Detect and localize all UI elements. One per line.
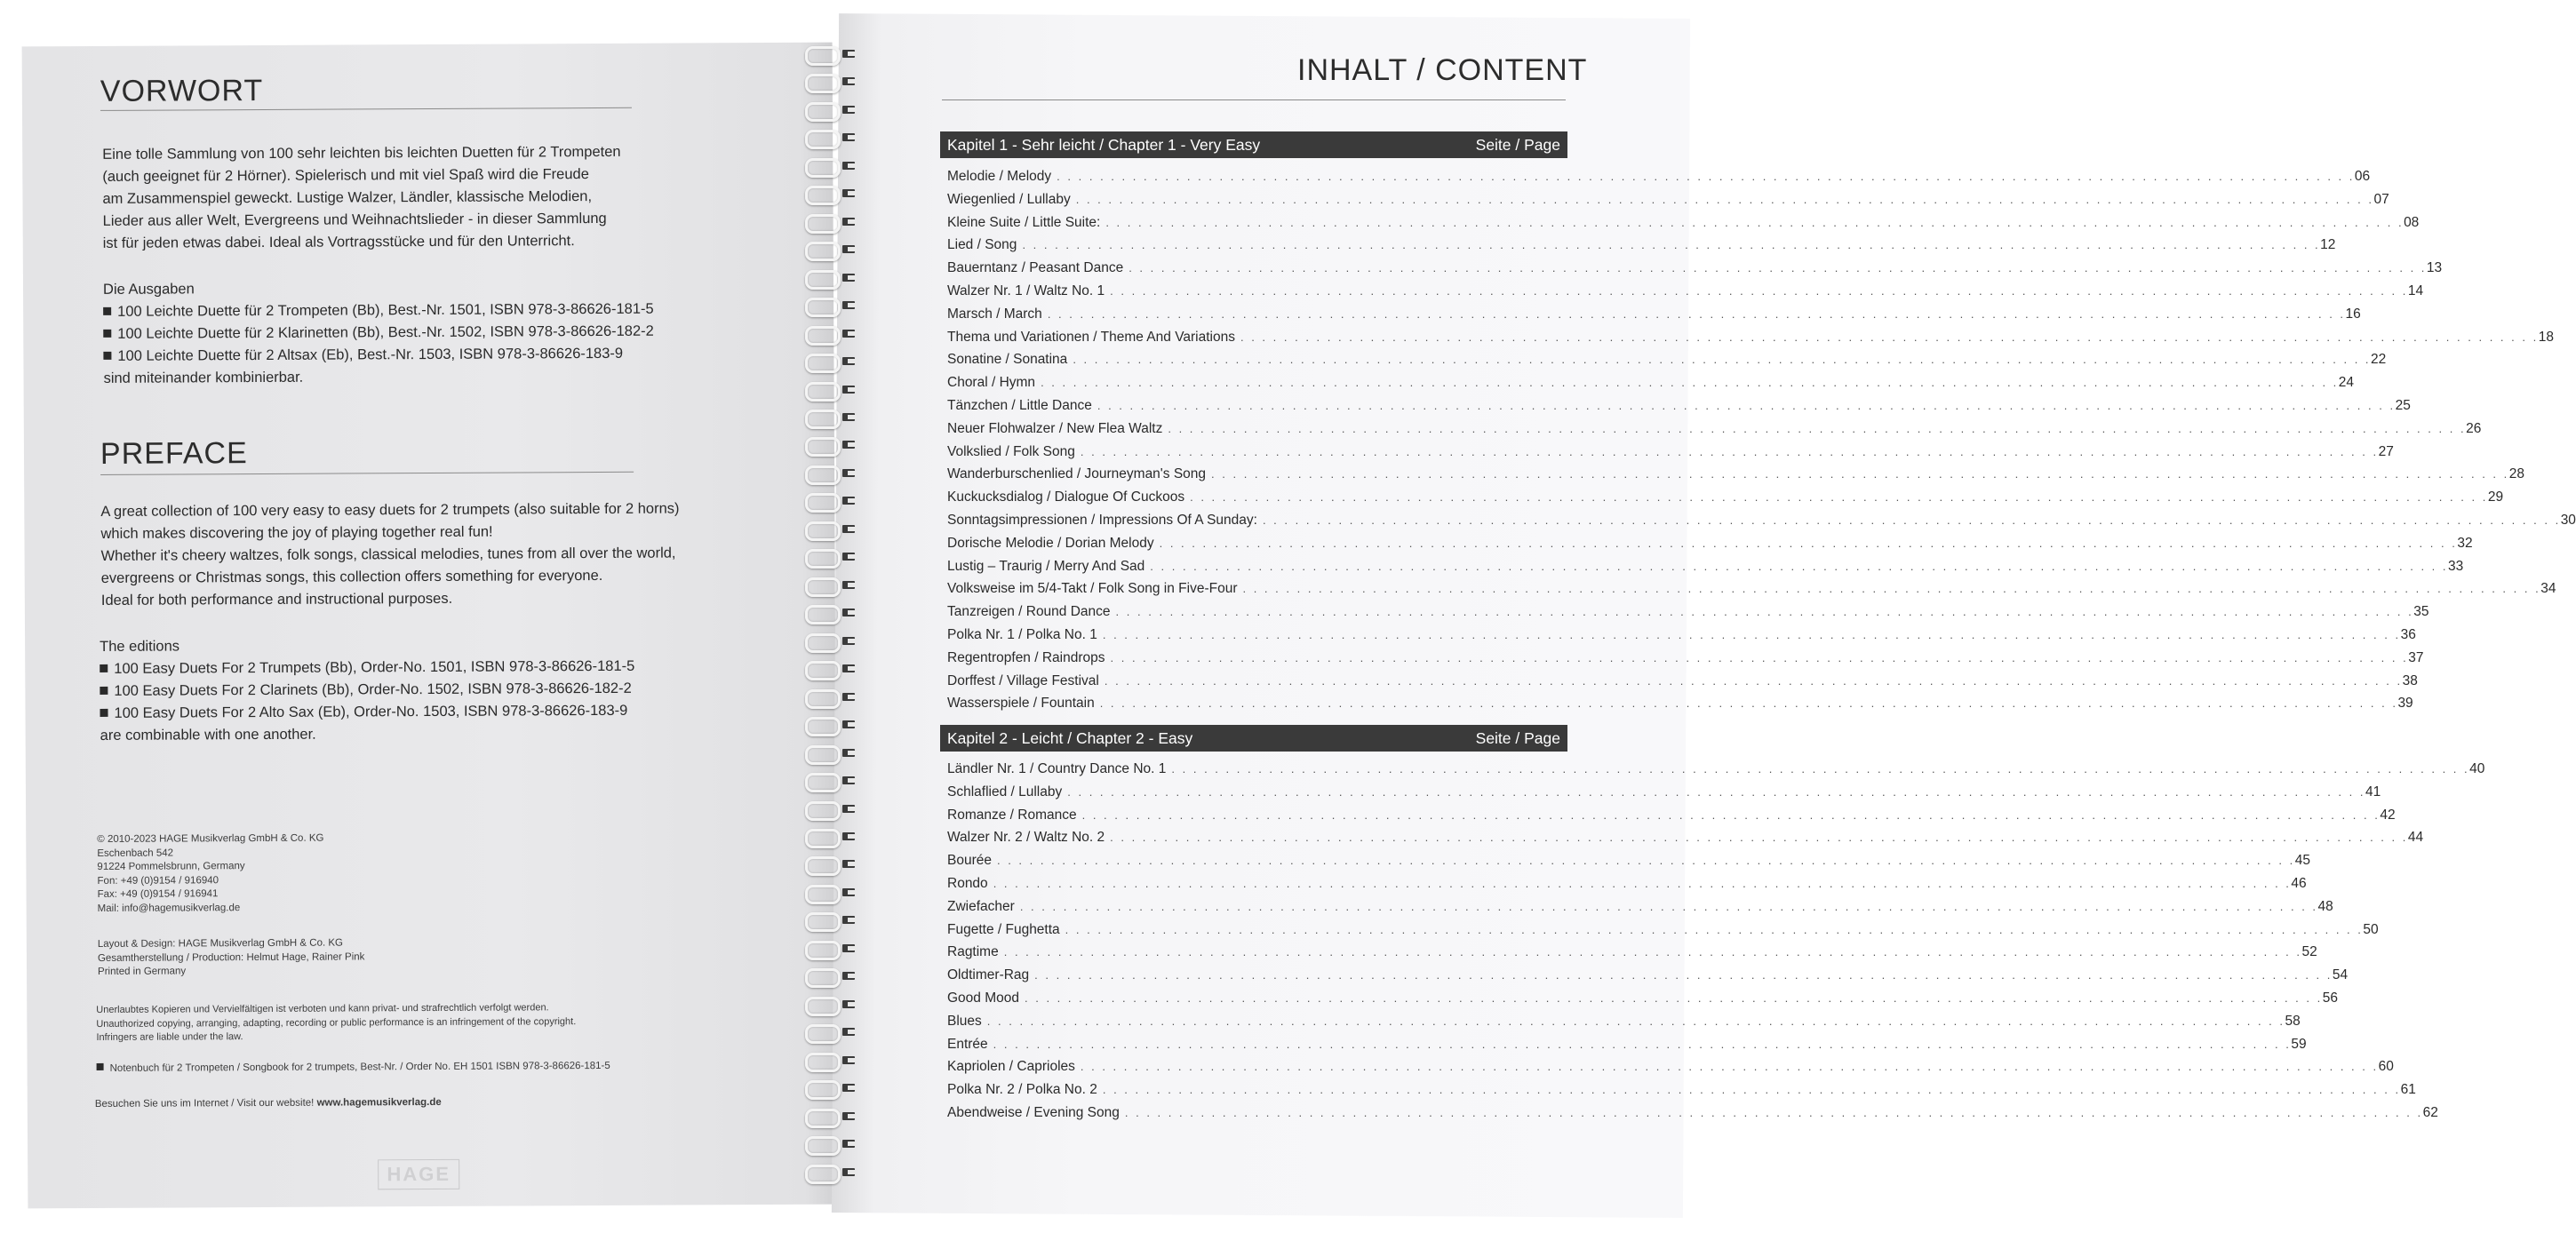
imprint-address [97,832,324,916]
toc-entry-title: Sonntagsimpressionen / Impressions Of A Sunday: [947,512,1257,528]
bullet-square-icon [100,687,108,695]
imprint-line: Printed in Germany [98,966,187,977]
toc-leader-dots: . . . . . . . . . . . . . . . . . . . . . . . . . . . . . . . . . . . . . . . . . . . . . . . . . . . . . . . . . . . . . . . . . . . . . . . . . . . . . . . . . . . . . . . . . . . . . . . . . . . . . . . . . . . . . . . . . . . . . . . . [993,876,2292,890]
edition-item: 100 Easy Duets For 2 Trumpets (Bb), Order-No. 1501, ISBN 978-3-86626-181-5 [100,656,634,680]
toc-entry [947,509,2576,532]
toc-entry-page: 16 [2345,306,2361,322]
toc-entry-title: Sonatine / Sonatina [947,352,1068,368]
page-column-label: Seite / Page [1475,136,1560,154]
toc-entry-page: 41 [2365,784,2381,799]
spiral-ring [800,378,862,402]
toc-entry [947,555,2464,578]
edition-item: 100 Easy Duets For 2 Clarinets (Bb), Order-No. 1502, ISBN 978-3-86626-182-2 [100,678,634,703]
text-line: (auch geeignet für 2 Hörner). Spielerisch und mit viel Spaß wird die Freude [102,166,589,185]
toc-entry-title: Bauerntanz / Peasant Dance [947,260,1124,276]
spiral-ring [800,686,862,709]
toc-leader-dots: . . . . . . . . . . . . . . . . . . . . . . . . . . . . . . . . . . . . . . . . . . . . . . . . . . . . . . . . . . . . . . . . . . . . . . . . . . . . . . . . . . . . . . . . . . . . . . . . . . . . . . . . . . . . . . . . . . . . . . . . [1262,513,2561,527]
toc-entry [947,486,2504,509]
toc-entry [947,758,2485,781]
spiral-ring [800,126,862,149]
toc-entry-page: 36 [2400,626,2416,642]
toc-entry [947,234,2336,257]
toc-entry-page: 45 [2294,853,2310,869]
spiral-ring [800,742,862,765]
toc-entry-page: 48 [2317,898,2333,914]
chapter-title: Kapitel 2 - Leicht / Chapter 2 - Easy [947,729,1193,747]
toc-leader-dots: . . . . . . . . . . . . . . . . . . . . . . . . . . . . . . . . . . . . . . . . . . . . . . . . . . . . . . . . . . . . . . . . . . . . . . . . . . . . . . . . . . . . . . . . . . . . . . . . . . . . . . . . . . . . . . . . . . . . . . . . [1171,762,2470,776]
spiral-ring [800,825,862,848]
toc-leader-dots: . . . . . . . . . . . . . . . . . . . . . . . . . . . . . . . . . . . . . . . . . . . . . . . . . . . . . . . . . . . . . . . . . . . . . . . . . . . . . . . . . . . . . . . . . . . . . . . . . . . . . . . . . . . . . . . . . . . . . . . . [1047,306,2346,321]
toc-entry [947,303,2361,326]
spiral-ring [800,1105,862,1128]
toc-entry-title: Dorffest / Village Festival [947,672,1099,688]
spiral-ring [800,657,862,680]
website-link[interactable]: www.hagemusikverlag.de [316,1096,442,1109]
toc-leader-dots: . . . . . . . . . . . . . . . . . . . . . . . . . . . . . . . . . . . . . . . . . . . . . . . . . . . . . . . . . . . . . . . . . . . . . . . . . . . . . . . . . . . . . . . . . . . . . . . . . . . . . . . . . . . . . . . . . . . . . . . . [1081,807,2381,822]
imprint-line: © 2010-2023 HAGE Musikverlag GmbH & Co. KG [97,832,324,845]
toc-entry-title: Zwiefacher [947,898,1015,914]
chapter-title: Kapitel 1 - Sehr leicht / Chapter 1 - Very Easy [947,136,1261,154]
chapter-1-header [940,131,1567,158]
toc-entry-title: Good Mood [947,990,1019,1006]
toc-entry-page: 44 [2407,830,2424,846]
toc-entry-title: Polka Nr. 1 / Polka No. 1 [947,626,1097,642]
preface-editions [100,633,635,747]
bullet-square-icon [100,664,108,672]
toc-entry-title: Abendweise / Evening Song [947,1104,1120,1120]
toc-leader-dots: . . . . . . . . . . . . . . . . . . . . . . . . . . . . . . . . . . . . . . . . . . . . . . . . . . . . . . . . . . . . . . . . . . . . . . . . . . . . . . . . . . . . . . . . . . . . . . . . . . . . . . . . . . . . . . . . . . . . . . . . [1168,421,2467,435]
toc-leader-dots: . . . . . . . . . . . . . . . . . . . . . . . . . . . . . . . . . . . . . . . . . . . . . . . . . . . . . . . . . . . . . . . . . . . . . . . . . . . . . . . . . . . . . . . . . . . . . . . . . . . . . . . . . . . . . . . . . . . . . . . . [1073,353,2372,367]
text-line: Eine tolle Sammlung von 100 sehr leichten bis leichten Duetten für 2 Trompeten [102,143,621,163]
toc-leader-dots: . . . . . . . . . . . . . . . . . . . . . . . . . . . . . . . . . . . . . . . . . . . . . . . . . . . . . . . . . . . . . . . . . . . . . . . . . . . . . . . . . . . . . . . . . . . . . . . . . . . . . . . . . . . . . . . . . . . . . . . . [1097,398,2396,412]
toc-leader-dots: . . . . . . . . . . . . . . . . . . . . . . . . . . . . . . . . . . . . . . . . . . . . . . . . . . . . . . . . . . . . . . . . . . . . . . . . . . . . . . . . . . . . . . . . . . . . . . . . . . . . . . . . . . . . . . . . . . . . . . . . [1099,696,2398,711]
bullet-square-icon [100,709,108,717]
toc-entry-page: 35 [2413,604,2429,620]
toc-leader-dots: . . . . . . . . . . . . . . . . . . . . . . . . . . . . . . . . . . . . . . . . . . . . . . . . . . . . . . . . . . . . . . . . . . . . . . . . . . . . . . . . . . . . . . . . . . . . . . . . . . . . . . . . . . . . . . . . . . . . . . . . [1057,170,2355,183]
toc-leader-dots: . . . . . . . . . . . . . . . . . . . . . . . . . . . . . . . . . . . . . . . . . . . . . . . . . . . . . . . . . . . . . . . . . . . . . . . . . . . . . . . . . . . . . . . . . . . . . . . . . . . . . . . . . . . . . . . . . . . . . . . . [1128,261,2427,275]
toc-entry-page: 18 [2538,329,2554,345]
spiral-ring [800,1161,862,1184]
toc-entry [947,463,2525,486]
toc-entry-title: Kapriolen / Caprioles [947,1059,1075,1075]
toc-entry-title: Tänzchen / Little Dance [947,397,1092,413]
editions-title: Die Ausgaben [102,281,195,298]
toc-leader-dots: . . . . . . . . . . . . . . . . . . . . . . . . . . . . . . . . . . . . . . . . . . . . . . . . . . . . . . . . . . . . . . . . . . . . . . . . . . . . . . . . . . . . . . . . . . . . . . . . . . . . . . . . . . . . . . . . . . . . . . . . [1211,467,2509,481]
imprint-line: Unerlaubtes Kopieren und Vervielfältigen ist verboten und kann privat- und strafrechtlich verfolgt werden. [96,1002,549,1015]
toc-leader-dots: . . . . . . . . . . . . . . . . . . . . . . . . . . . . . . . . . . . . . . . . . . . . . . . . . . . . . . . . . . . . . . . . . . . . . . . . . . . . . . . . . . . . . . . . . . . . . . . . . . . . . . . . . . . . . . . . . . . . . . . . [1159,536,2458,550]
toc-entry [947,165,2371,188]
publisher-logo: HAGE [378,1159,459,1189]
text-line: evergreens or Christmas songs, this collection offers something for everyone. [100,567,603,586]
toc-entry-page: 30 [2560,512,2576,528]
text-line: Whether it's cheery waltzes, folk songs, classical melodies, tunes from all over the world, [100,545,676,564]
toc-entry [947,577,2556,601]
toc-entry-title: Volksweise im 5/4-Takt / Folk Song in Five-Four [947,581,1238,597]
vorwort-editions [103,276,654,390]
toc-entry-title: Lustig – Traurig / Merry And Sad [947,558,1145,574]
toc-entry-page: 08 [2404,214,2420,230]
toc-entry [947,692,2413,715]
toc-entry [947,1033,2307,1056]
toc-entry-title: Romanze / Romance [947,807,1077,823]
page-column-label: Seite / Page [1475,729,1560,747]
spiral-ring [800,1077,862,1100]
toc-leader-dots: . . . . . . . . . . . . . . . . . . . . . . . . . . . . . . . . . . . . . . . . . . . . . . . . . . . . . . . . . . . . . . . . . . . . . . . . . . . . . . . . . . . . . . . . . . . . . . . . . . . . . . . . . . . . . . . . . . . . . . . . [1242,582,2541,596]
toc-entry-page: 29 [2487,489,2504,505]
toc-entry-title: Rondo [947,875,988,891]
toc-leader-dots: . . . . . . . . . . . . . . . . . . . . . . . . . . . . . . . . . . . . . . . . . . . . . . . . . . . . . . . . . . . . . . . . . . . . . . . . . . . . . . . . . . . . . . . . . . . . . . . . . . . . . . . . . . . . . . . . . . . . . . . . [996,854,2295,868]
toc-leader-dots: . . . . . . . . . . . . . . . . . . . . . . . . . . . . . . . . . . . . . . . . . . . . . . . . . . . . . . . . . . . . . . . . . . . . . . . . . . . . . . . . . . . . . . . . . . . . . . . . . . . . . . . . . . . . . . . . . . . . . . . . [1240,330,2539,344]
toc-leader-dots: . . . . . . . . . . . . . . . . . . . . . . . . . . . . . . . . . . . . . . . . . . . . . . . . . . . . . . . . . . . . . . . . . . . . . . . . . . . . . . . . . . . . . . . . . . . . . . . . . . . . . . . . . . . . . . . . . . . . . . . . [1025,990,2323,1005]
toc-entry [947,1078,2416,1102]
toc-leader-dots: . . . . . . . . . . . . . . . . . . . . . . . . . . . . . . . . . . . . . . . . . . . . . . . . . . . . . . . . . . . . . . . . . . . . . . . . . . . . . . . . . . . . . . . . . . . . . . . . . . . . . . . . . . . . . . . . . . . . . . . . [1034,968,2333,982]
spiral-ring [800,965,862,988]
spiral-ring [800,518,862,541]
edition-item: 100 Easy Duets For 2 Alto Sax (Eb), Order-No. 1503, ISBN 978-3-86626-183-9 [100,700,634,725]
toc-entry [947,919,2379,942]
toc-entry-page: 59 [2291,1036,2307,1052]
imprint-line: Layout & Design: HAGE Musikverlag GmbH & Co. KG [97,937,344,950]
toc-entry-page: 58 [2285,1013,2301,1029]
toc-entry-page: 24 [2338,375,2355,391]
toc-entry-page: 28 [2508,466,2525,482]
text-line: which makes discovering the joy of playing together real fun! [100,523,493,542]
toc-leader-dots: . . . . . . . . . . . . . . . . . . . . . . . . . . . . . . . . . . . . . . . . . . . . . . . . . . . . . . . . . . . . . . . . . . . . . . . . . . . . . . . . . . . . . . . . . . . . . . . . . . . . . . . . . . . . . . . . . . . . . . . . [993,1037,2292,1051]
bullet-square-icon [103,330,111,338]
toc-entry [947,532,2473,555]
toc-leader-dots: . . . . . . . . . . . . . . . . . . . . . . . . . . . . . . . . . . . . . . . . . . . . . . . . . . . . . . . . . . . . . . . . . . . . . . . . . . . . . . . . . . . . . . . . . . . . . . . . . . . . . . . . . . . . . . . . . . . . . . . . [1080,1060,2379,1074]
toc-entry [947,624,2416,647]
toc-entry [947,371,2355,394]
toc-entry-page: 61 [2400,1082,2416,1098]
spiral-binding [800,43,862,1189]
toc-entry-title: Schlaflied / Lullaby [947,784,1063,799]
spiral-ring [800,545,862,569]
toc-entry-title: Lied / Song [947,237,1017,253]
spiral-ring [800,881,862,904]
spiral-ring [800,853,862,876]
toc-entry [947,1055,2394,1078]
editions-footer: sind miteinander kombinierbar. [103,369,304,386]
toc-entry [947,670,2418,693]
toc-leader-dots: . . . . . . . . . . . . . . . . . . . . . . . . . . . . . . . . . . . . . . . . . . . . . . . . . . . . . . . . . . . . . . . . . . . . . . . . . . . . . . . . . . . . . . . . . . . . . . . . . . . . . . . . . . . . . . . . . . . . . . . . [1041,376,2339,390]
toc-entry [947,781,2381,804]
toc-entry-page: 62 [2422,1104,2438,1120]
toc-entry-title: Kuckucksdialog / Dialogue Of Cuckoos [947,489,1185,505]
imprint-line: Eschenbach 542 [97,847,174,859]
toc-leader-dots: . . . . . . . . . . . . . . . . . . . . . . . . . . . . . . . . . . . . . . . . . . . . . . . . . . . . . . . . . . . . . . . . . . . . . . . . . . . . . . . . . . . . . . . . . . . . . . . . . . . . . . . . . . . . . . . . . . . . . . . . [1190,490,2488,505]
toc-entry-page: 22 [2371,352,2387,368]
spiral-ring [800,489,862,513]
spiral-ring [800,294,862,317]
toc-entry-title: Walzer Nr. 2 / Waltz No. 2 [947,830,1105,846]
toc-entry [947,895,2333,919]
toc-leader-dots: . . . . . . . . . . . . . . . . . . . . . . . . . . . . . . . . . . . . . . . . . . . . . . . . . . . . . . . . . . . . . . . . . . . . . . . . . . . . . . . . . . . . . . . . . . . . . . . . . . . . . . . . . . . . . . . . . . . . . . . . [1065,922,2364,936]
toc-entry [947,1102,2438,1125]
toc-entry [947,1010,2301,1033]
toc-entry-page: 33 [2448,558,2464,574]
toc-entry-title: Choral / Hymn [947,375,1036,391]
toc-entry-title: Bourée [947,853,992,869]
toc-entry-page: 46 [2291,875,2307,891]
toc-entry-title: Volkslied / Folk Song [947,443,1075,459]
imprint-line: 91224 Pommelsbrunn, Germany [97,861,245,872]
spiral-ring [800,99,862,122]
toc-entry-page: 27 [2378,443,2394,459]
toc-entry [947,441,2394,464]
spiral-ring [800,630,862,653]
toc-leader-dots: . . . . . . . . . . . . . . . . . . . . . . . . . . . . . . . . . . . . . . . . . . . . . . . . . . . . . . . . . . . . . . . . . . . . . . . . . . . . . . . . . . . . . . . . . . . . . . . . . . . . . . . . . . . . . . . . . . . . . . . . [986,1014,2285,1028]
toc-entry [947,804,2396,827]
toc-leader-dots: . . . . . . . . . . . . . . . . . . . . . . . . . . . . . . . . . . . . . . . . . . . . . . . . . . . . . . . . . . . . . . . . . . . . . . . . . . . . . . . . . . . . . . . . . . . . . . . . . . . . . . . . . . . . . . . . . . . . . . . . [1019,899,2318,913]
toc-entry-title: Ländler Nr. 1 / Country Dance No. 1 [947,761,1167,776]
toc-entry [947,211,2420,235]
bullet-square-icon [103,352,111,360]
toc-entry-title: Dorische Melodie / Dorian Melody [947,535,1154,551]
edition-item: 100 Leichte Duette für 2 Altsax (Eb), Best.-Nr. 1503, ISBN 978-3-86626-183-9 [103,343,654,368]
imprint-line: Fon: +49 (0)9154 / 916940 [97,874,219,887]
edition-item: 100 Leichte Duette für 2 Trompeten (Bb), Best.-Nr. 1501, ISBN 978-3-86626-181-5 [103,298,654,323]
toc-entry-title: Oldtimer-Rag [947,967,1030,983]
toc-leader-dots: . . . . . . . . . . . . . . . . . . . . . . . . . . . . . . . . . . . . . . . . . . . . . . . . . . . . . . . . . . . . . . . . . . . . . . . . . . . . . . . . . . . . . . . . . . . . . . . . . . . . . . . . . . . . . . . . . . . . . . . . [1110,283,2408,298]
spiral-ring [800,266,862,290]
contents-rule [942,99,1566,100]
toc-entry-title: Marsch / March [947,306,1042,322]
spiral-ring [800,769,862,792]
spiral-ring [800,434,862,457]
toc-entry-title: Melodie / Melody [947,169,1052,184]
text-line: A great collection of 100 very easy to easy duets for 2 trumpets (also suitable for 2 horns) [100,500,680,520]
toc-entry [947,394,2411,418]
toc-entry-page: 39 [2397,696,2413,712]
toc-entry-page: 12 [2320,237,2336,253]
text-line: am Zusammenspiel geweckt. Lustige Walzer, Ländler, klassische Melodien, [102,188,593,207]
toc-entry [947,941,2317,964]
toc-leader-dots: . . . . . . . . . . . . . . . . . . . . . . . . . . . . . . . . . . . . . . . . . . . . . . . . . . . . . . . . . . . . . . . . . . . . . . . . . . . . . . . . . . . . . . . . . . . . . . . . . . . . . . . . . . . . . . . . . . . . . . . . [1110,831,2408,845]
toc-entry-page: 38 [2402,672,2418,688]
toc-leader-dots: . . . . . . . . . . . . . . . . . . . . . . . . . . . . . . . . . . . . . . . . . . . . . . . . . . . . . . . . . . . . . . . . . . . . . . . . . . . . . . . . . . . . . . . . . . . . . . . . . . . . . . . . . . . . . . . . . . . . . . . . [1104,673,2403,688]
bullet-square-icon [103,307,111,315]
toc-entry [947,257,2443,280]
spiral-ring [800,574,862,597]
toc-entry-page: 07 [2373,191,2389,207]
editions-title: The editions [100,638,180,655]
spiral-ring [800,1049,862,1072]
spiral-ring [800,909,862,932]
toc-entry [947,826,2424,849]
toc-entry-page: 54 [2332,967,2349,983]
toc-leader-dots: . . . . . . . . . . . . . . . . . . . . . . . . . . . . . . . . . . . . . . . . . . . . . . . . . . . . . . . . . . . . . . . . . . . . . . . . . . . . . . . . . . . . . . . . . . . . . . . . . . . . . . . . . . . . . . . . . . . . . . . . [1105,215,2405,229]
toc-entry-page: 40 [2469,761,2485,776]
preface-heading: PREFACE [100,436,248,471]
toc-entry-title: Walzer Nr. 1 / Waltz No. 1 [947,282,1105,298]
toc-leader-dots: . . . . . . . . . . . . . . . . . . . . . . . . . . . . . . . . . . . . . . . . . . . . . . . . . . . . . . . . . . . . . . . . . . . . . . . . . . . . . . . . . . . . . . . . . . . . . . . . . . . . . . . . . . . . . . . . . . . . . . . . [1003,945,2302,959]
toc-entry-page: 06 [2354,169,2371,184]
spiral-ring [800,462,862,485]
toc-entry [947,987,2338,1010]
chapter-2-header [940,725,1567,752]
toc-leader-dots: . . . . . . . . . . . . . . . . . . . . . . . . . . . . . . . . . . . . . . . . . . . . . . . . . . . . . . . . . . . . . . . . . . . . . . . . . . . . . . . . . . . . . . . . . . . . . . . . . . . . . . . . . . . . . . . . . . . . . . . . [1115,605,2414,619]
toc-entry-page: 56 [2322,990,2338,1006]
toc-entry-title: Wiegenlied / Lullaby [947,191,1071,207]
toc-entry-title: Thema und Variationen / Theme And Variations [947,329,1235,345]
toc-leader-dots: . . . . . . . . . . . . . . . . . . . . . . . . . . . . . . . . . . . . . . . . . . . . . . . . . . . . . . . . . . . . . . . . . . . . . . . . . . . . . . . . . . . . . . . . . . . . . . . . . . . . . . . . . . . . . . . . . . . . . . . . [1075,192,2374,206]
toc-entry-title: Fugette / Fughetta [947,921,1060,937]
imprint-line: Fax: +49 (0)9154 / 916941 [97,888,219,900]
spiral-ring [800,350,862,373]
spiral-ring [800,798,862,821]
imprint-line: Mail: info@hagemusikverlag.de [97,902,241,914]
toc-leader-dots: . . . . . . . . . . . . . . . . . . . . . . . . . . . . . . . . . . . . . . . . . . . . . . . . . . . . . . . . . . . . . . . . . . . . . . . . . . . . . . . . . . . . . . . . . . . . . . . . . . . . . . . . . . . . . . . . . . . . . . . . [1150,559,2449,573]
toc-entry-page: 25 [2395,397,2411,413]
toc-entry-page: 52 [2301,944,2317,960]
preface-paragraph [100,498,680,612]
toc-leader-dots: . . . . . . . . . . . . . . . . . . . . . . . . . . . . . . . . . . . . . . . . . . . . . . . . . . . . . . . . . . . . . . . . . . . . . . . . . . . . . . . . . . . . . . . . . . . . . . . . . . . . . . . . . . . . . . . . . . . . . . . . [1124,1105,2423,1119]
toc-entry [947,601,2429,624]
toc-entry-title: Ragtime [947,944,999,960]
spiral-ring [800,406,862,429]
text-line: Lieder aus aller Welt, Evergreens und Weihnachtslieder - in dieser Sammlung [102,210,607,229]
toc-leader-dots: . . . . . . . . . . . . . . . . . . . . . . . . . . . . . . . . . . . . . . . . . . . . . . . . . . . . . . . . . . . . . . . . . . . . . . . . . . . . . . . . . . . . . . . . . . . . . . . . . . . . . . . . . . . . . . . . . . . . . . . . [1080,444,2379,458]
spiral-ring [800,182,862,205]
toc-entry-title: Tanzreigen / Round Dance [947,604,1111,620]
spiral-ring [800,601,862,624]
imprint-line: Unauthorized copying, arranging, adapting, recording or public performance is an infringement of the copyright. [96,1015,577,1030]
spiral-ring [800,322,862,346]
toc-entry [947,964,2349,987]
toc-entry [947,418,2482,441]
toc-entry-page: 13 [2426,260,2443,276]
spiral-ring [800,993,862,1016]
chapter-2-list [947,758,2485,1125]
vorwort-paragraph [102,141,621,255]
spiral-ring [800,43,862,66]
toc-leader-dots: . . . . . . . . . . . . . . . . . . . . . . . . . . . . . . . . . . . . . . . . . . . . . . . . . . . . . . . . . . . . . . . . . . . . . . . . . . . . . . . . . . . . . . . . . . . . . . . . . . . . . . . . . . . . . . . . . . . . . . . . [1067,784,2365,799]
bullet-square-icon [97,1063,104,1070]
toc-entry-page: 34 [2540,581,2556,597]
vorwort-heading: VORWORT [100,73,264,108]
imprint-legal [96,1001,576,1045]
toc-entry-title: Regentropfen / Raindrops [947,649,1105,665]
toc-entry [947,188,2389,211]
contents-heading: INHALT / CONTENT [1297,53,1588,87]
toc-entry-page: 42 [2380,807,2396,823]
toc-entry [947,348,2387,371]
toc-entry-page: 60 [2378,1059,2394,1075]
spiral-ring [800,238,862,261]
toc-entry-page: 14 [2407,282,2424,298]
toc-leader-dots: . . . . . . . . . . . . . . . . . . . . . . . . . . . . . . . . . . . . . . . . . . . . . . . . . . . . . . . . . . . . . . . . . . . . . . . . . . . . . . . . . . . . . . . . . . . . . . . . . . . . . . . . . . . . . . . . . . . . . . . . [1022,238,2321,252]
toc-leader-dots: . . . . . . . . . . . . . . . . . . . . . . . . . . . . . . . . . . . . . . . . . . . . . . . . . . . . . . . . . . . . . . . . . . . . . . . . . . . . . . . . . . . . . . . . . . . . . . . . . . . . . . . . . . . . . . . . . . . . . . . . [1110,650,2409,664]
toc-entry-page: 50 [2363,921,2379,937]
text-line: ist für jeden etwas dabei. Ideal als Vortragsstücke und für den Unterricht. [102,233,575,251]
chapter-1-list [947,165,2576,715]
spiral-ring [800,70,862,93]
spiral-ring [800,155,862,178]
spiral-ring [800,1133,862,1156]
edition-item: 100 Leichte Duette für 2 Klarinetten (Bb), Best.-Nr. 1502, ISBN 978-3-86626-182-2 [103,321,654,346]
toc-leader-dots: . . . . . . . . . . . . . . . . . . . . . . . . . . . . . . . . . . . . . . . . . . . . . . . . . . . . . . . . . . . . . . . . . . . . . . . . . . . . . . . . . . . . . . . . . . . . . . . . . . . . . . . . . . . . . . . . . . . . . . . . [1102,627,2401,641]
editions-footer: are combinable with one another. [100,726,316,744]
toc-entry-title: Blues [947,1013,982,1029]
imprint-line: Gesamtherstellung / Production: Helmut Hage, Rainer Pink [97,951,365,964]
toc-entry-title: Kleine Suite / Little Suite: [947,214,1101,230]
spiral-ring [800,1021,862,1044]
toc-entry-title: Wasserspiele / Fountain [947,696,1095,712]
spiral-ring [800,211,862,234]
toc-entry [947,280,2424,303]
toc-entry-title: Entrée [947,1036,988,1052]
toc-entry-page: 32 [2457,535,2473,551]
toc-entry-page: 26 [2466,420,2482,436]
toc-entry [947,872,2307,895]
imprint-credits [98,936,365,979]
toc-entry [947,849,2310,872]
toc-entry-title: Wanderburschenlied / Journeyman's Song [947,466,1207,482]
website-line: Besuchen Sie uns im Internet / Visit our website! www.hagemusikverlag.de [94,1096,442,1110]
toc-entry-title: Polka Nr. 2 / Polka No. 2 [947,1082,1097,1098]
toc-entry-page: 37 [2408,649,2424,665]
toc-entry-title: Neuer Flohwalzer / New Flea Waltz [947,420,1163,436]
toc-entry [947,647,2424,670]
order-line: Notenbuch für 2 Trompeten / Songbook for 2 trumpets, Best-Nr. / Order No. EH 1501 ISBN 978-3-86626-181-5 [97,1060,610,1077]
preface-rule [100,472,634,475]
toc-leader-dots: . . . . . . . . . . . . . . . . . . . . . . . . . . . . . . . . . . . . . . . . . . . . . . . . . . . . . . . . . . . . . . . . . . . . . . . . . . . . . . . . . . . . . . . . . . . . . . . . . . . . . . . . . . . . . . . . . . . . . . . . [1102,1083,2401,1097]
left-page [22,43,839,1209]
text-line: Ideal for both performance and instructional purposes. [100,590,453,609]
spiral-ring [800,937,862,960]
imprint-line: Infringers are liable under the law. [96,1031,243,1043]
toc-entry [947,326,2554,349]
spiral-ring [800,713,862,736]
